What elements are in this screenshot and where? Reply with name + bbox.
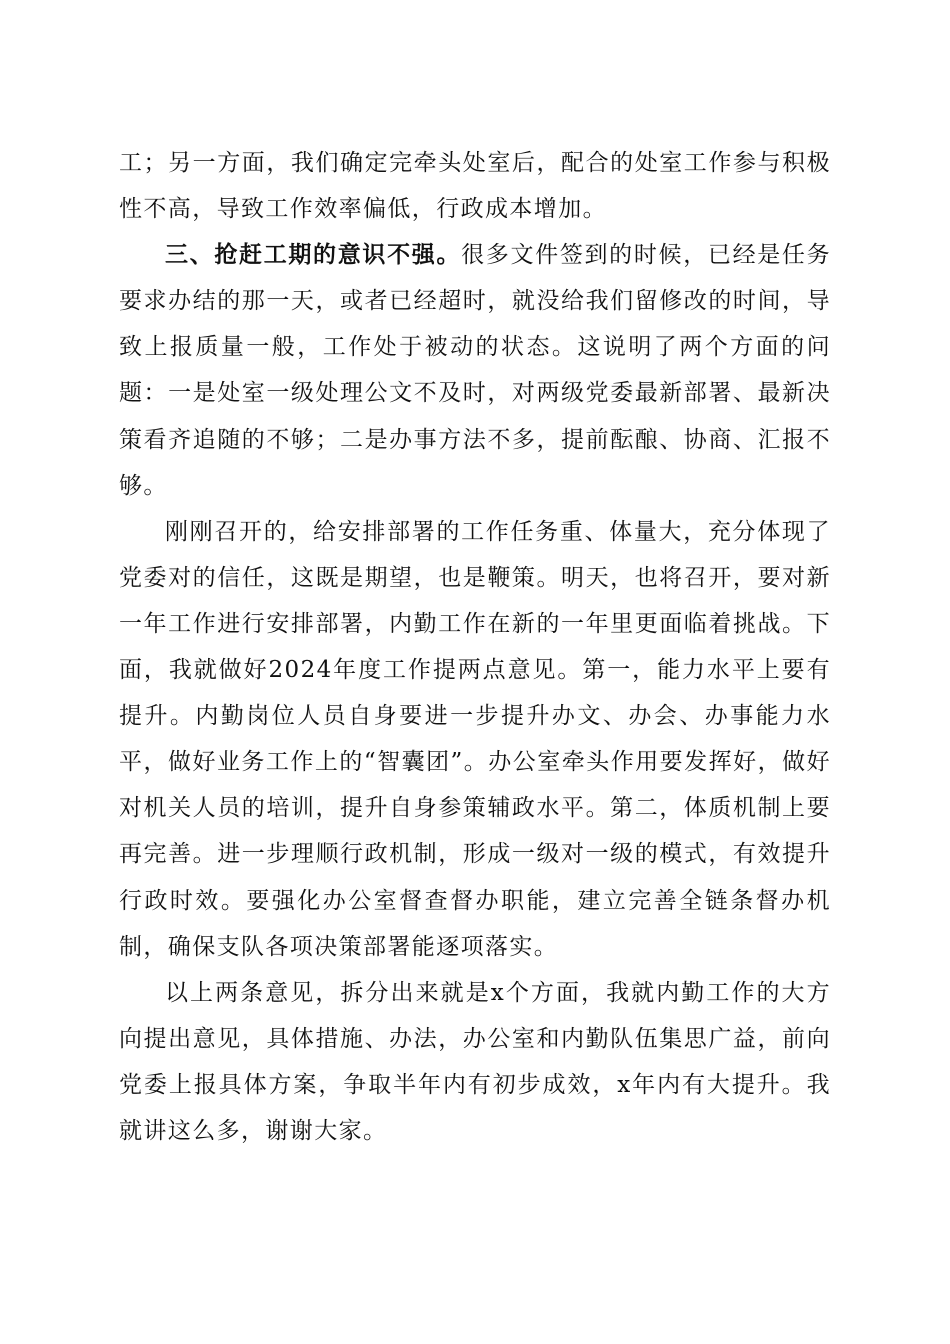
paragraph-continuation — [119, 140, 831, 232]
paragraph-text: 工；另一方面，我们确定完牵头处室后，配合的处室工作参与积极性不高，导致工作效率偏低，行政成本增加。 — [119, 150, 831, 223]
paragraph-text: 以上两条意见，拆分出来就是x个方面，我就内勤工作的大方向提出意见，具体措施、办法，办公室和内勤队伍集思广益，前向党委上报具体方案，争取半年内有初步成效，x年内有大提升。我就讲这么多，谢谢大家。 — [119, 979, 831, 1144]
paragraph-opinions — [119, 509, 831, 970]
paragraph-closing — [119, 970, 831, 1154]
paragraph-text: 刚刚召开的，给安排部署的工作任务重、体量大，充分体现了党委对的信任，这既是期望，也是鞭策。明天，也将召开，要对新一年工作进行安排部署，内勤工作在新的一年里更面临着挑战。下面，我就做好2024年度工作提两点意见。第一，能力水平上要有提升。内勤岗位人员自身要进一步提升办文、办会、办事能力水平，做好业务工作上的“智囊团”。办公室牵头作用要发挥好，做好对机关人员的培训，提升自身参策辅政水平。第二，体质机制上要再完善。进一步理顺行政机制，形成一级对一级的模式，有效提升行政时效。要强化办公室督查督办职能，建立完善全链条督办机制，确保支队各项决策部署能逐项落实。 — [119, 518, 831, 960]
paragraph-section-three — [119, 232, 831, 509]
document-body — [119, 140, 831, 1154]
paragraph-text: 很多文件签到的时候，已经是任务要求办结的那一天，或者已经超时，就没给我们留修改的时间，导致上报质量一般，工作处于被动的状态。这说明了两个方面的问题：一是处室一级处理公文不及时，对两级党委最新部署、最新决策看齐追随的不够；二是办事方法不多，提前酝酿、协商、汇报不够。 — [119, 242, 831, 499]
section-heading: 三、抢赶工期的意识不强。 — [165, 241, 462, 269]
